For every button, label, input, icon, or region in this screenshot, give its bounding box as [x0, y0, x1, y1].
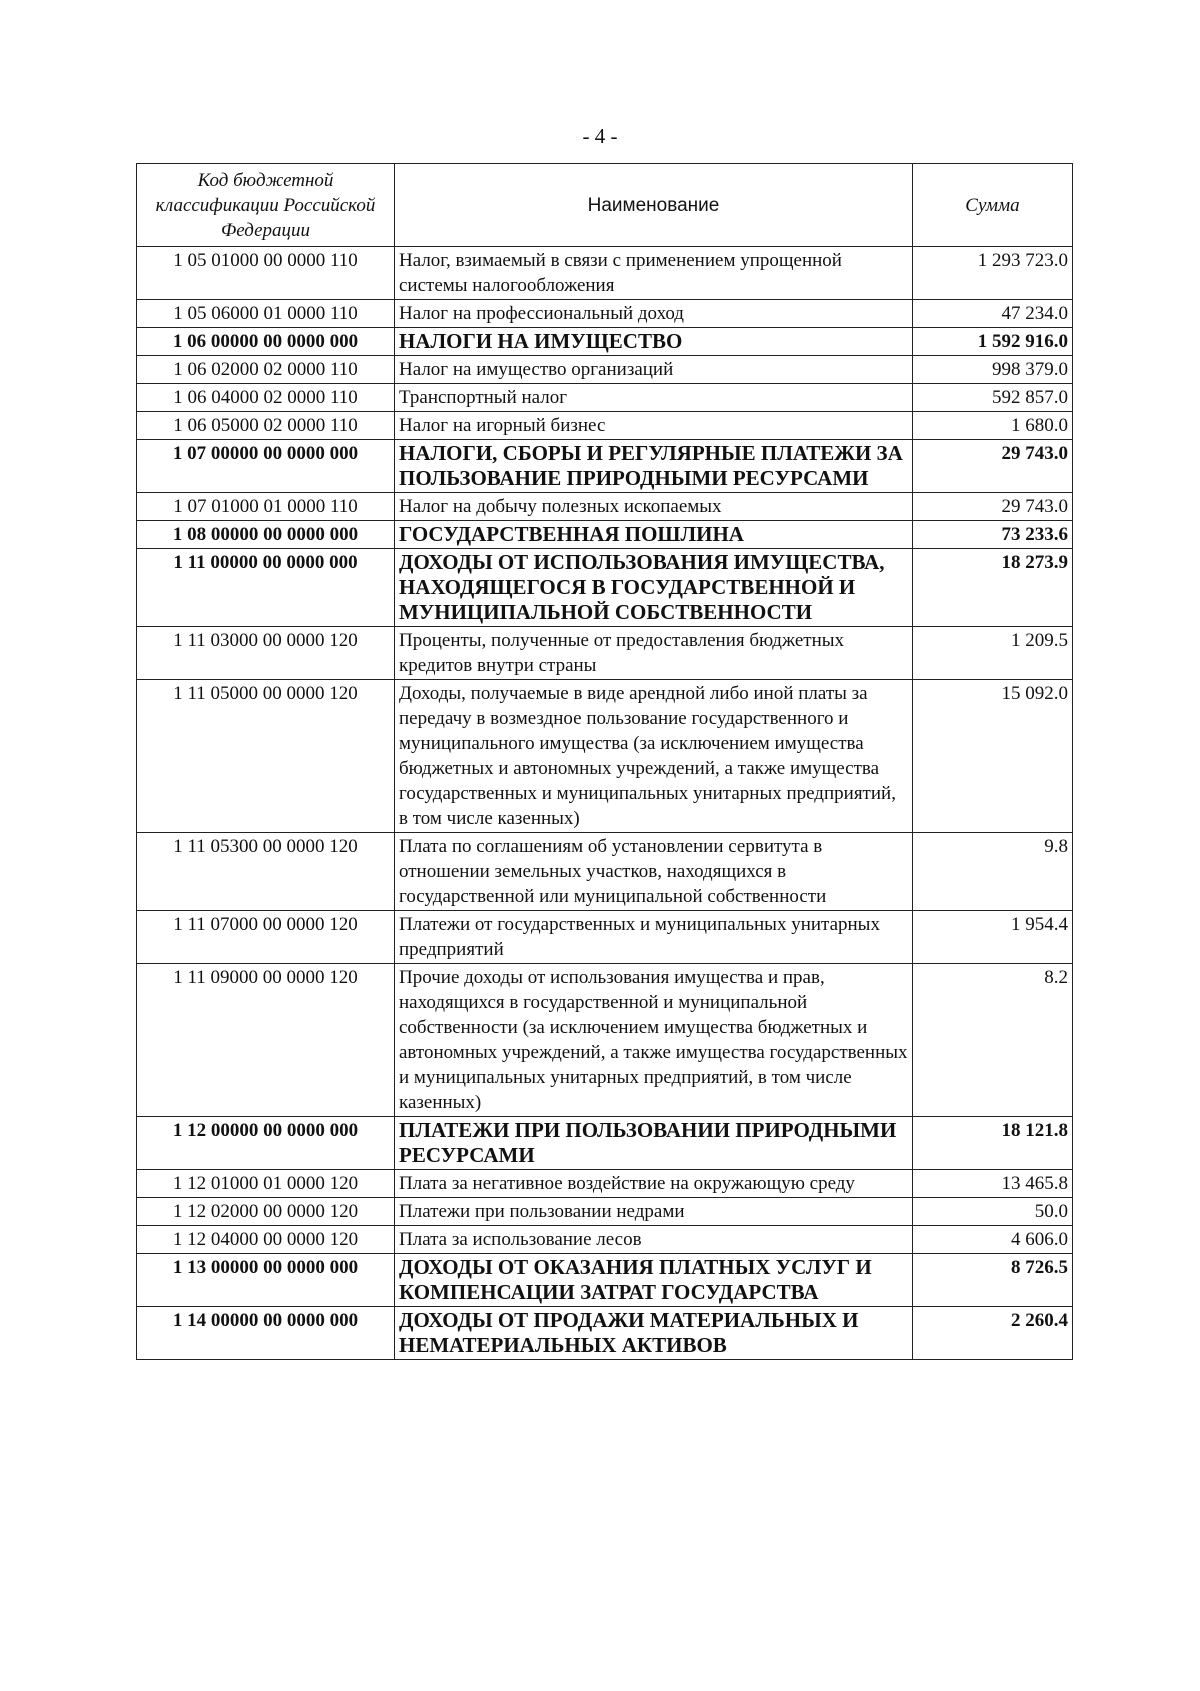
- row-code: 1 08 00000 00 0000 000: [137, 521, 395, 549]
- row-name: Доходы, получаемые в виде арендной либо иной платы за передачу в возмездное пользование государственного и муниципального имущества (за исключением имущества бюджетных и автономных учреждений, а также имущества государственных и муниципальных унитарных предприятий, в том числе казенных): [395, 680, 913, 833]
- row-code: 1 07 01000 01 0000 110: [137, 493, 395, 521]
- row-sum: 18 273.9: [913, 549, 1073, 627]
- row-name: ПЛАТЕЖИ ПРИ ПОЛЬЗОВАНИИ ПРИРОДНЫМИ РЕСУРСАМИ: [395, 1117, 913, 1170]
- row-sum: 1 209.5: [913, 627, 1073, 680]
- row-code: 1 11 00000 00 0000 000: [137, 549, 395, 627]
- row-code: 1 12 01000 01 0000 120: [137, 1170, 395, 1198]
- table-row: [137, 1226, 1073, 1254]
- table-row: [137, 911, 1073, 964]
- row-code: 1 11 07000 00 0000 120: [137, 911, 395, 964]
- table-row: [137, 384, 1073, 412]
- table-row: [137, 1170, 1073, 1198]
- row-sum: 18 121.8: [913, 1117, 1073, 1170]
- row-name: Плата по соглашениям об установлении сервитута в отношении земельных участков, находящихся в государственной или муниципальной собственности: [395, 833, 913, 911]
- row-sum: 47 234.0: [913, 300, 1073, 328]
- header-row: [137, 164, 1073, 247]
- table-row: [137, 833, 1073, 911]
- table-row: [137, 440, 1073, 493]
- row-sum: 29 743.0: [913, 440, 1073, 493]
- table-row: [137, 680, 1073, 833]
- row-sum: 50.0: [913, 1198, 1073, 1226]
- row-name: Прочие доходы от использования имущества и прав, находящихся в государственной и муниципальной собственности (за исключением имущества бюджетных и автономных учреждений, а также имущества государственных и муниципальных унитарных предприятий, в том числе казенных): [395, 964, 913, 1117]
- table-header: [137, 164, 1073, 247]
- budget-table: [136, 163, 1073, 1360]
- table-row: [137, 521, 1073, 549]
- row-sum: 9.8: [913, 833, 1073, 911]
- row-sum: 592 857.0: [913, 384, 1073, 412]
- row-code: 1 05 06000 01 0000 110: [137, 300, 395, 328]
- row-name: Налог на добычу полезных ископаемых: [395, 493, 913, 521]
- table-row: [137, 1307, 1073, 1360]
- row-code: 1 06 05000 02 0000 110: [137, 412, 395, 440]
- row-name: Налог на профессиональный доход: [395, 300, 913, 328]
- row-name: Налог на игорный бизнес: [395, 412, 913, 440]
- row-name: ДОХОДЫ ОТ ОКАЗАНИЯ ПЛАТНЫХ УСЛУГ И КОМПЕНСАЦИИ ЗАТРАТ ГОСУДАРСТВА: [395, 1254, 913, 1307]
- row-sum: 1 592 916.0: [913, 328, 1073, 356]
- row-code: 1 05 01000 00 0000 110: [137, 247, 395, 300]
- row-code: 1 13 00000 00 0000 000: [137, 1254, 395, 1307]
- row-sum: 29 743.0: [913, 493, 1073, 521]
- row-code: 1 06 02000 02 0000 110: [137, 356, 395, 384]
- table-row: [137, 964, 1073, 1117]
- row-sum: 1 954.4: [913, 911, 1073, 964]
- header-name: Наименование: [395, 164, 913, 247]
- table-row: [137, 412, 1073, 440]
- row-code: 1 06 04000 02 0000 110: [137, 384, 395, 412]
- row-code: 1 14 00000 00 0000 000: [137, 1307, 395, 1360]
- row-code: 1 12 00000 00 0000 000: [137, 1117, 395, 1170]
- table-row: [137, 328, 1073, 356]
- table-row: [137, 1198, 1073, 1226]
- row-code: 1 12 04000 00 0000 120: [137, 1226, 395, 1254]
- row-name: НАЛОГИ, СБОРЫ И РЕГУЛЯРНЫЕ ПЛАТЕЖИ ЗА ПОЛЬЗОВАНИЕ ПРИРОДНЫМИ РЕСУРСАМИ: [395, 440, 913, 493]
- row-name: НАЛОГИ НА ИМУЩЕСТВО: [395, 328, 913, 356]
- row-sum: 15 092.0: [913, 680, 1073, 833]
- table-row: [137, 1254, 1073, 1307]
- row-sum: 8.2: [913, 964, 1073, 1117]
- row-sum: 8 726.5: [913, 1254, 1073, 1307]
- table-row: [137, 247, 1073, 300]
- page-number: - 4 -: [582, 124, 618, 148]
- row-name: Проценты, полученные от предоставления бюджетных кредитов внутри страны: [395, 627, 913, 680]
- row-sum: 13 465.8: [913, 1170, 1073, 1198]
- table-row: [137, 300, 1073, 328]
- header-sum: Сумма: [913, 164, 1073, 247]
- row-sum: 73 233.6: [913, 521, 1073, 549]
- table-row: [137, 549, 1073, 627]
- row-name: Транспортный налог: [395, 384, 913, 412]
- row-sum: 2 260.4: [913, 1307, 1073, 1360]
- row-code: 1 12 02000 00 0000 120: [137, 1198, 395, 1226]
- row-name: ДОХОДЫ ОТ ПРОДАЖИ МАТЕРИАЛЬНЫХ И НЕМАТЕРИАЛЬНЫХ АКТИВОВ: [395, 1307, 913, 1360]
- row-code: 1 11 03000 00 0000 120: [137, 627, 395, 680]
- row-code: 1 07 00000 00 0000 000: [137, 440, 395, 493]
- row-name: Налог на имущество организаций: [395, 356, 913, 384]
- row-code: 1 11 05300 00 0000 120: [137, 833, 395, 911]
- row-name: Плата за негативное воздействие на окружающую среду: [395, 1170, 913, 1198]
- table-body: [137, 247, 1073, 1360]
- row-code: 1 11 09000 00 0000 120: [137, 964, 395, 1117]
- row-sum: 1 293 723.0: [913, 247, 1073, 300]
- row-name: Налог, взимаемый в связи с применением упрощенной системы налогообложения: [395, 247, 913, 300]
- row-sum: 1 680.0: [913, 412, 1073, 440]
- row-sum: 4 606.0: [913, 1226, 1073, 1254]
- row-name: ГОСУДАРСТВЕННАЯ ПОШЛИНА: [395, 521, 913, 549]
- row-code: 1 06 00000 00 0000 000: [137, 328, 395, 356]
- table-row: [137, 493, 1073, 521]
- row-name: Плата за использование лесов: [395, 1226, 913, 1254]
- row-name: Платежи от государственных и муниципальных унитарных предприятий: [395, 911, 913, 964]
- row-name: ДОХОДЫ ОТ ИСПОЛЬЗОВАНИЯ ИМУЩЕСТВА, НАХОДЯЩЕГОСЯ В ГОСУДАРСТВЕННОЙ И МУНИЦИПАЛЬНОЙ СОБСТВЕННОСТИ: [395, 549, 913, 627]
- row-sum: 998 379.0: [913, 356, 1073, 384]
- table-row: [137, 1117, 1073, 1170]
- row-code: 1 11 05000 00 0000 120: [137, 680, 395, 833]
- row-name: Платежи при пользовании недрами: [395, 1198, 913, 1226]
- table-row: [137, 356, 1073, 384]
- header-code: Код бюджетной классификации Российской Федерации: [137, 164, 395, 247]
- table-row: [137, 627, 1073, 680]
